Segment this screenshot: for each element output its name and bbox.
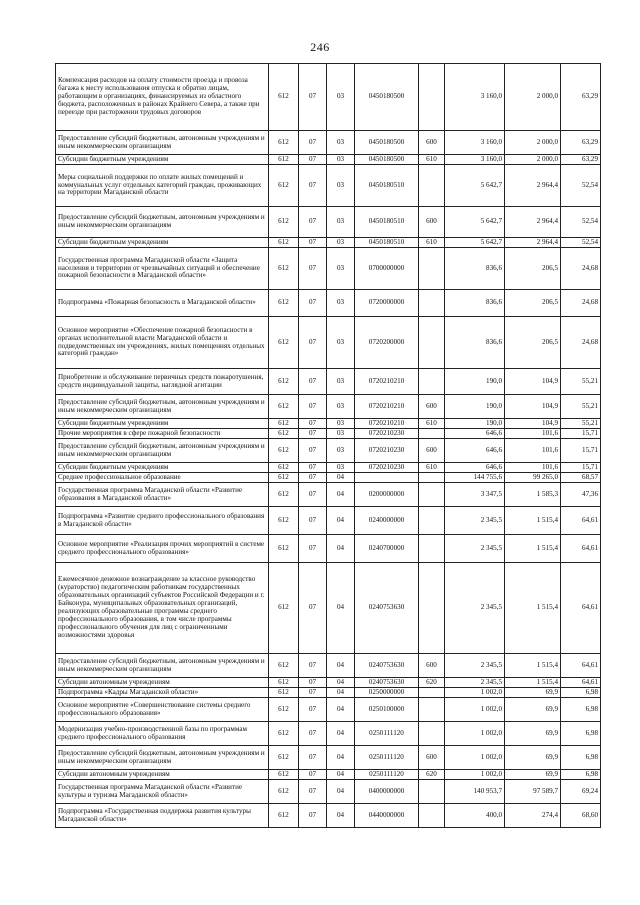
row-percent-executed: 24,68 [561,317,601,369]
table-row [56,155,601,165]
row-percent-executed: 64,61 [561,654,601,678]
row-actual-amount: 1 515,4 [505,563,561,654]
row-subsection-code: 04 [327,563,355,654]
row-percent-executed: 6,98 [561,698,601,722]
row-percent-executed: 64,61 [561,678,601,688]
row-ved-code: 612 [269,419,299,429]
table-row [56,165,601,207]
row-subsection-code: 03 [327,64,355,131]
row-subsection-code: 03 [327,317,355,369]
row-expense-type-code: 620 [419,770,445,780]
row-subsection-code: 04 [327,688,355,698]
table-row [56,248,601,290]
row-expense-type-code [419,165,445,207]
row-planned-amount: 3 347,5 [445,483,505,507]
row-ved-code: 612 [269,678,299,688]
row-actual-amount: 104,9 [505,369,561,395]
row-percent-executed: 64,61 [561,563,601,654]
row-name: Предоставление субсидий бюджетным, автономным учреждениям и иным некоммерческим организациям [56,439,269,463]
row-name: Предоставление субсидий бюджетным, автономным учреждениям и иным некоммерческим организациям [56,131,269,155]
row-name: Предоставление субсидий бюджетным, автономным учреждениям и иным некоммерческим организациям [56,395,269,419]
row-section-code: 07 [299,369,327,395]
row-planned-amount: 5 642,7 [445,207,505,238]
table-row [56,804,601,828]
row-percent-executed: 55,21 [561,369,601,395]
row-actual-amount: 101,6 [505,439,561,463]
row-target-code: 0720210230 [355,429,419,439]
row-subsection-code: 03 [327,369,355,395]
row-actual-amount: 2 000,0 [505,131,561,155]
table-row [56,688,601,698]
row-name: Государственная программа Магаданской области «Защита населения и территории от чрезвычайных ситуаций и обеспечение пожарной безопасности в Магаданской области» [56,248,269,290]
row-percent-executed: 6,98 [561,688,601,698]
row-ved-code: 612 [269,131,299,155]
row-ved-code: 612 [269,429,299,439]
row-expense-type-code [419,473,445,483]
row-ved-code: 612 [269,290,299,317]
row-actual-amount: 274,4 [505,804,561,828]
row-planned-amount: 190,0 [445,369,505,395]
row-name: Государственная программа Магаданской области «Развитие образования в Магаданской области» [56,483,269,507]
row-section-code: 07 [299,165,327,207]
row-section-code: 07 [299,654,327,678]
row-subsection-code: 03 [327,155,355,165]
row-expense-type-code [419,64,445,131]
row-section-code: 07 [299,317,327,369]
row-ved-code: 612 [269,207,299,238]
row-actual-amount: 99 265,0 [505,473,561,483]
row-target-code: 0240753630 [355,654,419,678]
row-expense-type-code [419,698,445,722]
row-expense-type-code: 600 [419,395,445,419]
row-percent-executed: 68,60 [561,804,601,828]
row-expense-type-code [419,248,445,290]
table-row [56,507,601,535]
row-planned-amount: 646,6 [445,463,505,473]
row-target-code: 0400000000 [355,780,419,804]
row-expense-type-code [419,688,445,698]
row-name: Предоставление субсидий бюджетным, автономным учреждениям и иным некоммерческим организациям [56,654,269,678]
row-subsection-code: 03 [327,429,355,439]
row-planned-amount: 836,6 [445,248,505,290]
row-subsection-code: 04 [327,770,355,780]
row-percent-executed: 55,21 [561,395,601,419]
row-actual-amount: 206,5 [505,290,561,317]
row-name: Подпрограмма «Пожарная безопасность в Магаданской области» [56,290,269,317]
row-ved-code: 612 [269,395,299,419]
row-actual-amount: 206,5 [505,317,561,369]
row-section-code: 07 [299,155,327,165]
row-target-code: 0250111120 [355,722,419,746]
row-ved-code: 612 [269,770,299,780]
budget-table [55,63,601,828]
table-row [56,722,601,746]
row-actual-amount: 2 964,4 [505,238,561,248]
row-subsection-code: 03 [327,395,355,419]
row-percent-executed: 15,71 [561,429,601,439]
row-actual-amount: 97 589,7 [505,780,561,804]
row-section-code: 07 [299,419,327,429]
row-section-code: 07 [299,473,327,483]
row-target-code [355,473,419,483]
row-section-code: 07 [299,439,327,463]
row-name: Прочие мероприятия в сфере пожарной безопасности [56,429,269,439]
row-percent-executed: 64,61 [561,507,601,535]
row-actual-amount: 2 964,4 [505,207,561,238]
row-planned-amount: 190,0 [445,419,505,429]
row-actual-amount: 1 515,4 [505,507,561,535]
row-expense-type-code: 620 [419,678,445,688]
row-actual-amount: 2 964,4 [505,165,561,207]
row-subsection-code: 04 [327,722,355,746]
row-planned-amount: 646,6 [445,439,505,463]
row-actual-amount: 1 585,3 [505,483,561,507]
table-row [56,238,601,248]
row-percent-executed: 6,98 [561,722,601,746]
row-percent-executed: 52,54 [561,207,601,238]
row-name: Ежемесячное денежное вознаграждение за классное руководство (кураторство) педагогическим работникам государственных образовательных организаций субъектов Российской Федерации и г. Байконура, муниципальных образовательных организаций, реализующих образовательные программы среднего профессионального образования, в том числе программы профессионального обучения для лиц с ограниченными возможностями здоровья [56,563,269,654]
row-ved-code: 612 [269,804,299,828]
row-ved-code: 612 [269,155,299,165]
row-target-code: 0250100000 [355,698,419,722]
row-actual-amount: 69,9 [505,698,561,722]
row-planned-amount: 140 953,7 [445,780,505,804]
row-section-code: 07 [299,463,327,473]
row-expense-type-code [419,722,445,746]
row-section-code: 07 [299,131,327,155]
row-percent-executed: 24,68 [561,290,601,317]
row-section-code: 07 [299,804,327,828]
row-actual-amount: 206,5 [505,248,561,290]
row-ved-code: 612 [269,439,299,463]
row-section-code: 07 [299,248,327,290]
row-planned-amount: 3 160,0 [445,155,505,165]
row-planned-amount: 646,6 [445,429,505,439]
row-actual-amount: 69,9 [505,688,561,698]
table-row [56,290,601,317]
row-planned-amount: 1 002,0 [445,746,505,770]
row-subsection-code: 04 [327,804,355,828]
row-actual-amount: 1 515,4 [505,654,561,678]
row-percent-executed: 24,68 [561,248,601,290]
row-target-code: 0240753630 [355,563,419,654]
row-name: Основное мероприятие «Реализация прочих мероприятий в системе среднего профессионального образования» [56,535,269,563]
row-section-code: 07 [299,535,327,563]
row-target-code: 0720210230 [355,439,419,463]
row-percent-executed: 63,29 [561,155,601,165]
row-expense-type-code [419,535,445,563]
row-planned-amount: 1 002,0 [445,698,505,722]
row-actual-amount: 104,9 [505,395,561,419]
row-planned-amount: 3 160,0 [445,131,505,155]
table-body [56,64,601,828]
row-expense-type-code: 600 [419,207,445,238]
row-subsection-code: 03 [327,165,355,207]
row-subsection-code: 04 [327,746,355,770]
row-subsection-code: 04 [327,483,355,507]
table-row [56,563,601,654]
row-section-code: 07 [299,698,327,722]
row-name: Предоставление субсидий бюджетным, автономным учреждениям и иным некоммерческим организациям [56,207,269,238]
row-name: Субсидии автономным учреждениям [56,770,269,780]
row-target-code: 0720210210 [355,395,419,419]
row-percent-executed: 15,71 [561,439,601,463]
row-actual-amount: 1 515,4 [505,535,561,563]
row-expense-type-code: 600 [419,654,445,678]
row-section-code: 07 [299,429,327,439]
row-ved-code: 612 [269,238,299,248]
row-ved-code: 612 [269,483,299,507]
row-planned-amount: 1 002,0 [445,688,505,698]
row-name: Меры социальной поддержки по оплате жилых помещений и коммунальных услуг отдельных категорий граждан, проживающих на территории Магаданской области [56,165,269,207]
row-target-code: 0240753630 [355,678,419,688]
row-target-code: 0720210210 [355,419,419,429]
row-section-code: 07 [299,238,327,248]
row-target-code: 0450180510 [355,207,419,238]
row-subsection-code: 04 [327,535,355,563]
row-subsection-code: 03 [327,439,355,463]
row-subsection-code: 04 [327,654,355,678]
row-expense-type-code: 610 [419,463,445,473]
table-row [56,64,601,131]
row-planned-amount: 3 160,0 [445,64,505,131]
row-percent-executed: 63,29 [561,64,601,131]
row-ved-code: 612 [269,688,299,698]
table-row [56,419,601,429]
row-ved-code: 612 [269,507,299,535]
row-planned-amount: 836,6 [445,290,505,317]
row-name: Субсидии бюджетным учреждениям [56,238,269,248]
row-planned-amount: 1 002,0 [445,770,505,780]
row-expense-type-code [419,290,445,317]
row-name: Субсидии бюджетным учреждениям [56,419,269,429]
row-expense-type-code [419,563,445,654]
row-actual-amount: 101,6 [505,429,561,439]
table-row [56,654,601,678]
row-percent-executed: 52,54 [561,165,601,207]
table-row [56,535,601,563]
row-section-code: 07 [299,507,327,535]
row-expense-type-code: 600 [419,131,445,155]
row-ved-code: 612 [269,780,299,804]
table-row [56,770,601,780]
table-row [56,698,601,722]
row-ved-code: 612 [269,654,299,678]
row-target-code: 0240000000 [355,507,419,535]
row-actual-amount: 69,9 [505,746,561,770]
row-ved-code: 612 [269,369,299,395]
row-target-code: 0720200000 [355,317,419,369]
row-target-code: 0440000000 [355,804,419,828]
row-section-code: 07 [299,207,327,238]
row-target-code: 0450180510 [355,238,419,248]
row-ved-code: 612 [269,463,299,473]
table-row [56,207,601,238]
row-actual-amount: 69,9 [505,770,561,780]
row-name: Приобретение и обслуживание первичных средств пожаротушения, средств индивидуальной защиты, наглядной агитации [56,369,269,395]
row-expense-type-code [419,369,445,395]
row-actual-amount: 69,9 [505,722,561,746]
row-actual-amount: 2 000,0 [505,64,561,131]
row-section-code: 07 [299,722,327,746]
row-ved-code: 612 [269,746,299,770]
row-expense-type-code: 610 [419,238,445,248]
row-name: Предоставление субсидий бюджетным, автономным учреждениям и иным некоммерческим организациям [56,746,269,770]
row-subsection-code: 04 [327,507,355,535]
row-subsection-code: 03 [327,290,355,317]
row-section-code: 07 [299,64,327,131]
row-target-code: 0250111120 [355,770,419,780]
row-expense-type-code: 600 [419,746,445,770]
row-planned-amount: 5 642,7 [445,238,505,248]
row-planned-amount: 1 002,0 [445,722,505,746]
row-percent-executed: 63,29 [561,131,601,155]
row-target-code: 0450180510 [355,165,419,207]
row-section-code: 07 [299,770,327,780]
row-target-code: 0250111120 [355,746,419,770]
row-section-code: 07 [299,746,327,770]
row-subsection-code: 03 [327,419,355,429]
row-planned-amount: 190,0 [445,395,505,419]
table-row [56,746,601,770]
row-percent-executed: 47,36 [561,483,601,507]
row-ved-code: 612 [269,64,299,131]
row-ved-code: 612 [269,317,299,369]
row-percent-executed: 64,61 [561,535,601,563]
row-section-code: 07 [299,563,327,654]
row-ved-code: 612 [269,698,299,722]
row-planned-amount: 144 755,6 [445,473,505,483]
row-planned-amount: 400,0 [445,804,505,828]
row-planned-amount: 2 345,5 [445,678,505,688]
row-expense-type-code: 610 [419,155,445,165]
row-planned-amount: 2 345,5 [445,507,505,535]
row-percent-executed: 69,24 [561,780,601,804]
row-section-code: 07 [299,688,327,698]
table-row [56,780,601,804]
row-target-code: 0720210210 [355,369,419,395]
table-row [56,473,601,483]
row-name: Государственная программа Магаданской области «Развитие культуры и туризма Магаданской области» [56,780,269,804]
row-expense-type-code [419,780,445,804]
row-section-code: 07 [299,678,327,688]
row-subsection-code: 04 [327,698,355,722]
table-row [56,483,601,507]
row-expense-type-code [419,317,445,369]
row-name: Основное мероприятие «Обеспечение пожарной безопасности в органах исполнительной власти Магаданской области и подведомственных им учреждениях, жилых помещениях отдельных категорий граждан» [56,317,269,369]
row-target-code: 0250000000 [355,688,419,698]
row-target-code: 0200000000 [355,483,419,507]
row-percent-executed: 6,98 [561,770,601,780]
row-name: Компенсация расходов на оплату стоимости проезда и провоза багажа к месту использования отпуска и обратно лицам, работающим в организациях, финансируемых из областного бюджета, расположенных в районах Крайнего Севера, а также при переезде при расторжении трудовых договоров [56,64,269,131]
row-ved-code: 612 [269,563,299,654]
row-planned-amount: 836,6 [445,317,505,369]
row-name: Среднее профессиональное образование [56,473,269,483]
row-planned-amount: 2 345,5 [445,563,505,654]
row-name: Подпрограмма «Развитие среднего профессионального образования в Магаданской области» [56,507,269,535]
row-actual-amount: 104,9 [505,419,561,429]
row-subsection-code: 03 [327,131,355,155]
row-name: Субсидии бюджетным учреждениям [56,155,269,165]
row-ved-code: 612 [269,722,299,746]
row-name: Подпрограмма «Государственная поддержка развития культуры Магаданской области» [56,804,269,828]
table-row [56,429,601,439]
row-target-code: 0450180500 [355,64,419,131]
row-percent-executed: 52,54 [561,238,601,248]
table-row [56,369,601,395]
row-ved-code: 612 [269,248,299,290]
row-percent-executed: 6,98 [561,746,601,770]
row-expense-type-code [419,804,445,828]
row-subsection-code: 03 [327,207,355,238]
row-percent-executed: 68,57 [561,473,601,483]
row-expense-type-code [419,507,445,535]
table-row [56,678,601,688]
row-planned-amount: 2 345,5 [445,535,505,563]
row-name: Подпрограмма «Кадры Магаданской области» [56,688,269,698]
row-percent-executed: 55,21 [561,419,601,429]
table-row [56,395,601,419]
row-actual-amount: 101,6 [505,463,561,473]
row-section-code: 07 [299,290,327,317]
row-target-code: 0450180500 [355,131,419,155]
row-ved-code: 612 [269,535,299,563]
row-expense-type-code: 610 [419,419,445,429]
row-ved-code: 612 [269,473,299,483]
row-section-code: 07 [299,395,327,419]
page-number: 246 [310,40,330,54]
row-percent-executed: 15,71 [561,463,601,473]
row-name: Модернизация учебно-производственной базы по программам среднего профессионального образования [56,722,269,746]
row-section-code: 07 [299,483,327,507]
row-target-code: 0240700000 [355,535,419,563]
row-subsection-code: 04 [327,780,355,804]
row-actual-amount: 1 515,4 [505,678,561,688]
table-row [56,439,601,463]
row-section-code: 07 [299,780,327,804]
row-subsection-code: 03 [327,248,355,290]
table-row [56,317,601,369]
row-subsection-code: 03 [327,463,355,473]
row-target-code: 0720000000 [355,290,419,317]
row-target-code: 0450180500 [355,155,419,165]
row-subsection-code: 04 [327,473,355,483]
table-row [56,131,601,155]
row-target-code: 0720210230 [355,463,419,473]
row-actual-amount: 2 000,0 [505,155,561,165]
row-subsection-code: 04 [327,678,355,688]
row-name: Основное мероприятие «Совершенствование системы среднего профессионального образования» [56,698,269,722]
row-expense-type-code [419,483,445,507]
row-planned-amount: 5 642,7 [445,165,505,207]
row-expense-type-code: 600 [419,439,445,463]
row-name: Субсидии автономным учреждениям [56,678,269,688]
row-planned-amount: 2 345,5 [445,654,505,678]
row-target-code: 0700000000 [355,248,419,290]
row-expense-type-code [419,429,445,439]
row-subsection-code: 03 [327,238,355,248]
row-ved-code: 612 [269,165,299,207]
table-row [56,463,601,473]
row-name: Субсидии бюджетным учреждениям [56,463,269,473]
